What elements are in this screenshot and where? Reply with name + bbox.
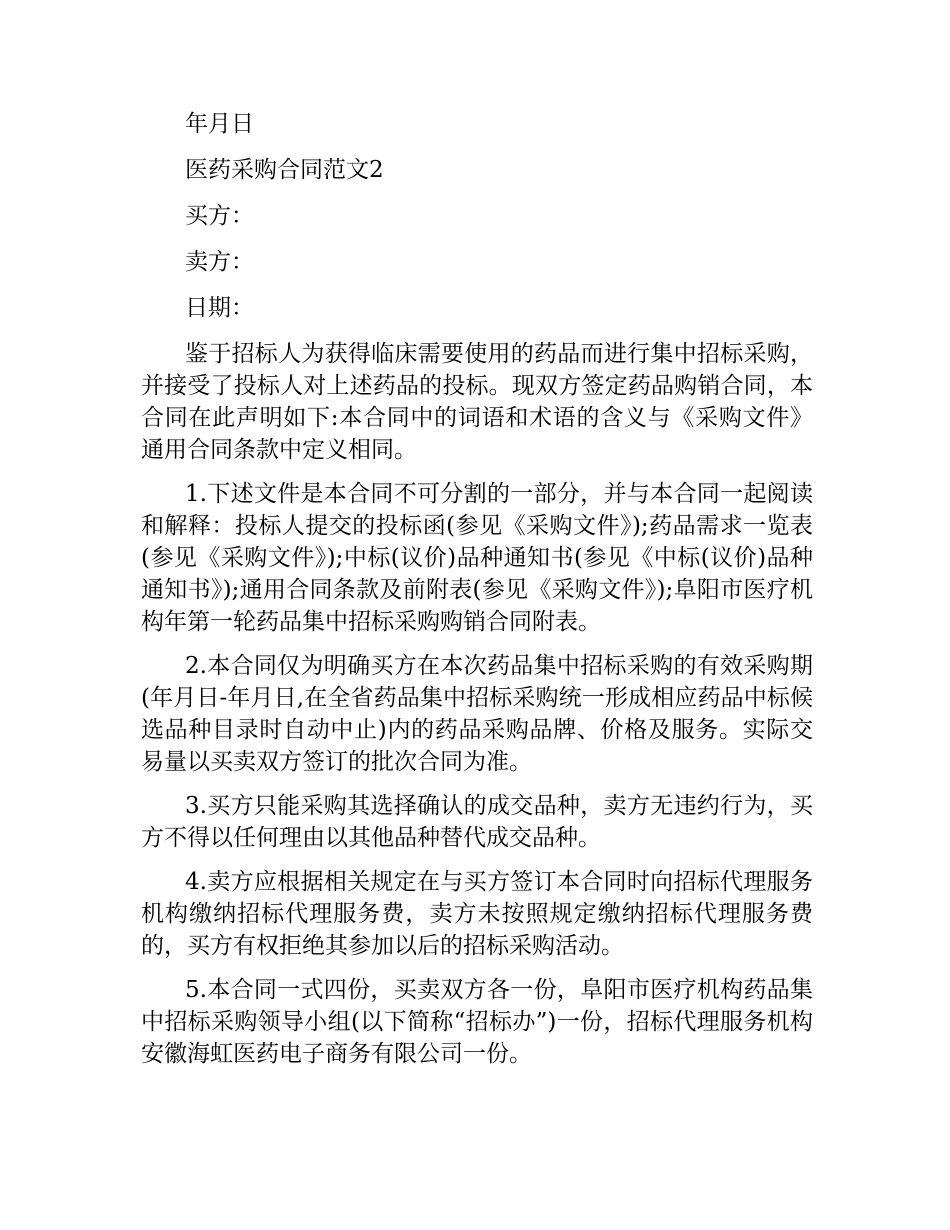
paragraph-preamble: 鉴于招标人为获得临床需要使用的药品而进行集中招标采购，并接受了投标人对上述药品的投标。现双方签定药品购销合同，本合同在此声明如下:本合同中的词语和术语的含义与《采购文件》通用合同条款中定义相同。 [141,341,813,463]
date-label: 日期： [185,295,254,321]
buyer-label: 买方： [185,203,254,229]
seller-label: 卖方： [185,249,254,275]
paragraph-clause-1: 1.下述文件是本合同不可分割的一部分，并与本合同一起阅读和解释：投标人提交的投标函(参见《采购文件》);药品需求一览表(参见《采购文件》);中标(议价)品种通知书(参见《中标(议价)品种通知书》);通用合同条款及前附表(参见《采购文件》);阜阳市医疗机构年第一轮药品集中招标采购购销合同附表。 [141,481,813,635]
paragraph-clause-5: 5.本合同一式四份，买卖双方各一份，阜阳市医疗机构药品集中招标采购领导小组(以下简称“招标办”)一份，招标代理服务机构安徽海虹医药电子商务有限公司一份。 [141,977,813,1067]
document-page [141,108,813,1082]
paragraph-clause-4: 4.卖方应根据相关规定在与买方签订本合同时向招标代理服务机构缴纳招标代理服务费，卖方未按照规定缴纳招标代理服务费的，买方有权拒绝其参加以后的招标采购活动。 [141,869,813,959]
paragraph-clause-3: 3.买方只能采购其选择确认的成交品种，卖方无违约行为，买方不得以任何理由以其他品种替代成交品种。 [141,793,813,851]
document-title: 医药采购合同范文2 [185,157,384,183]
date-line: 年月日 [185,111,254,137]
paragraph-clause-2: 2.本合同仅为明确买方在本次药品集中招标采购的有效采购期(年月日-年月日,在全省药品集中招标采购统一形成相应药品中标候选品种目录时自动中止)内的药品采购品牌、价格及服务。实际交易量以买卖双方签订的批次合同为准。 [141,653,813,775]
